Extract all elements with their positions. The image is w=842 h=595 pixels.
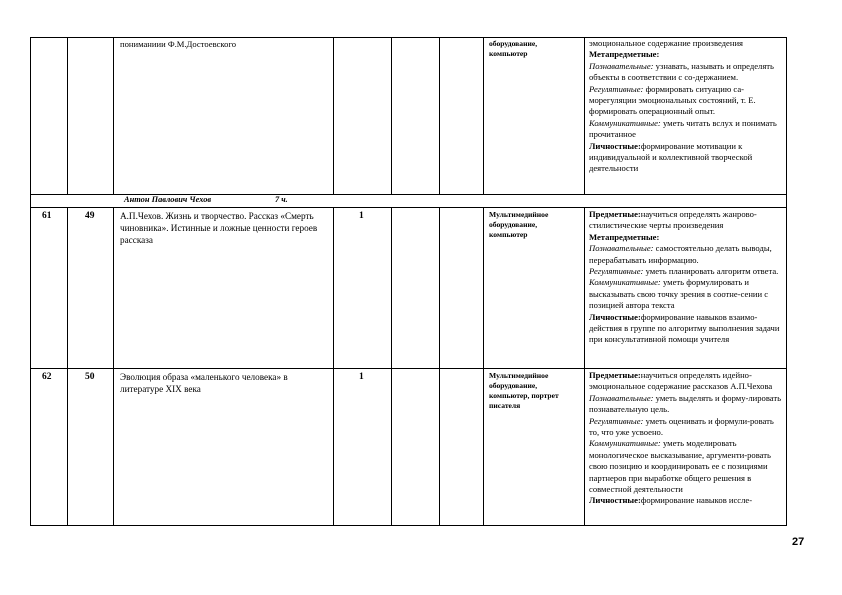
lesson-number: 50 bbox=[85, 372, 95, 382]
col-divider bbox=[113, 37, 114, 195]
table-border-left bbox=[30, 37, 31, 526]
row-divider bbox=[30, 207, 787, 208]
result-line: Регулятивные: формировать ситуацию са-морегуляции эмоциональных состояний, т. Е. формировать операционный опыт. bbox=[589, 83, 756, 117]
row-divider bbox=[30, 368, 787, 369]
equipment-cell: Мультимедийное оборудование, компьютер, портрет писателя bbox=[489, 371, 559, 410]
results-cell bbox=[589, 38, 784, 175]
result-line: Предметные:научиться определять жанрово-стилистические черты произведения bbox=[589, 209, 757, 231]
row-number: 61 bbox=[42, 211, 52, 221]
section-author: Антон Павлович Чехов bbox=[124, 195, 212, 204]
col-divider bbox=[391, 207, 392, 526]
result-line: Познавательные: узнавать, называть и определять объекты в соответствии с со-держанием. bbox=[589, 60, 774, 83]
result-line: Регулятивные: уметь планировать алгоритм ответа. bbox=[589, 266, 779, 277]
result-line: Личностные:формирование навыков взаимо-действия в группе по алгоритму выполнения задачи при консультативной помощи учителя bbox=[589, 311, 780, 345]
col-divider bbox=[333, 37, 334, 195]
table-border-right bbox=[786, 37, 787, 526]
topic-cell: Эволюция образа «маленького человека» в литературе XIX века bbox=[120, 372, 288, 394]
topic-cell: А.П.Чехов. Жизнь и творчество. Рассказ «Смерть чиновника». Истинные и ложные ценности героев рассказа bbox=[120, 211, 318, 245]
result-line: Личностные:формирование мотивации к индивидуальной и коллективной творческой деятельности bbox=[589, 140, 753, 174]
hours-cell: 1 bbox=[359, 211, 364, 221]
result-line: Метапредметные: bbox=[589, 231, 660, 242]
result-line: Коммуникативные: уметь моделировать монологическое высказывание, аргументи-ровать свою позицию и координировать ее с позициями партнеров при выработке общего решения в совместной деятельности bbox=[589, 438, 771, 495]
col-divider bbox=[67, 37, 68, 195]
result-line: Коммуникативные: уметь формулировать и высказывать свою точку зрения в соотне-сении с позицией автора текста bbox=[589, 277, 769, 311]
col-divider bbox=[333, 207, 334, 526]
topic-cell: пониманиии Ф.М.Достоевского bbox=[120, 39, 237, 49]
col-divider bbox=[67, 207, 68, 526]
hours-cell: 1 bbox=[359, 372, 364, 382]
row-number: 62 bbox=[42, 372, 52, 382]
result-line: Предметные:научиться определять идейно-эмоциональное содержание рассказов А.П.Чехова bbox=[589, 370, 773, 392]
result-line: Метапредметные: bbox=[589, 49, 660, 60]
result-line: Познавательные: самостоятельно делать выводы, перерабатывать информацию. bbox=[589, 243, 772, 265]
col-divider bbox=[439, 37, 440, 195]
result-line: эмоциональное содержание произведения bbox=[589, 38, 743, 48]
col-divider bbox=[439, 207, 440, 526]
result-line: Личностные:формирование навыков иссле- bbox=[589, 495, 753, 506]
result-line: Регулятивные: уметь оценивать и формули-ровать то, что уже усвоено. bbox=[589, 415, 774, 438]
col-divider bbox=[391, 37, 392, 195]
col-divider bbox=[584, 207, 585, 526]
results-cell bbox=[589, 370, 784, 507]
col-divider bbox=[483, 207, 484, 526]
result-line: Коммуникативные: уметь читать вслух и понимать прочитанное bbox=[589, 117, 777, 140]
col-divider bbox=[113, 207, 114, 526]
equipment-cell: оборудование, компьютер bbox=[489, 39, 538, 58]
col-divider bbox=[584, 37, 585, 195]
lesson-plan-table bbox=[30, 37, 787, 526]
lesson-number: 49 bbox=[85, 211, 95, 221]
results-cell bbox=[589, 209, 784, 346]
col-divider bbox=[483, 37, 484, 195]
table-border-bottom bbox=[30, 525, 787, 526]
section-hours: 7 ч. bbox=[275, 195, 288, 204]
equipment-cell: Мультимедийное оборудование, компьютер bbox=[489, 210, 549, 239]
page-number: 27 bbox=[792, 536, 805, 548]
result-line: Познавательные: уметь выделять и форму-лировать познавательную цель. bbox=[589, 392, 782, 415]
